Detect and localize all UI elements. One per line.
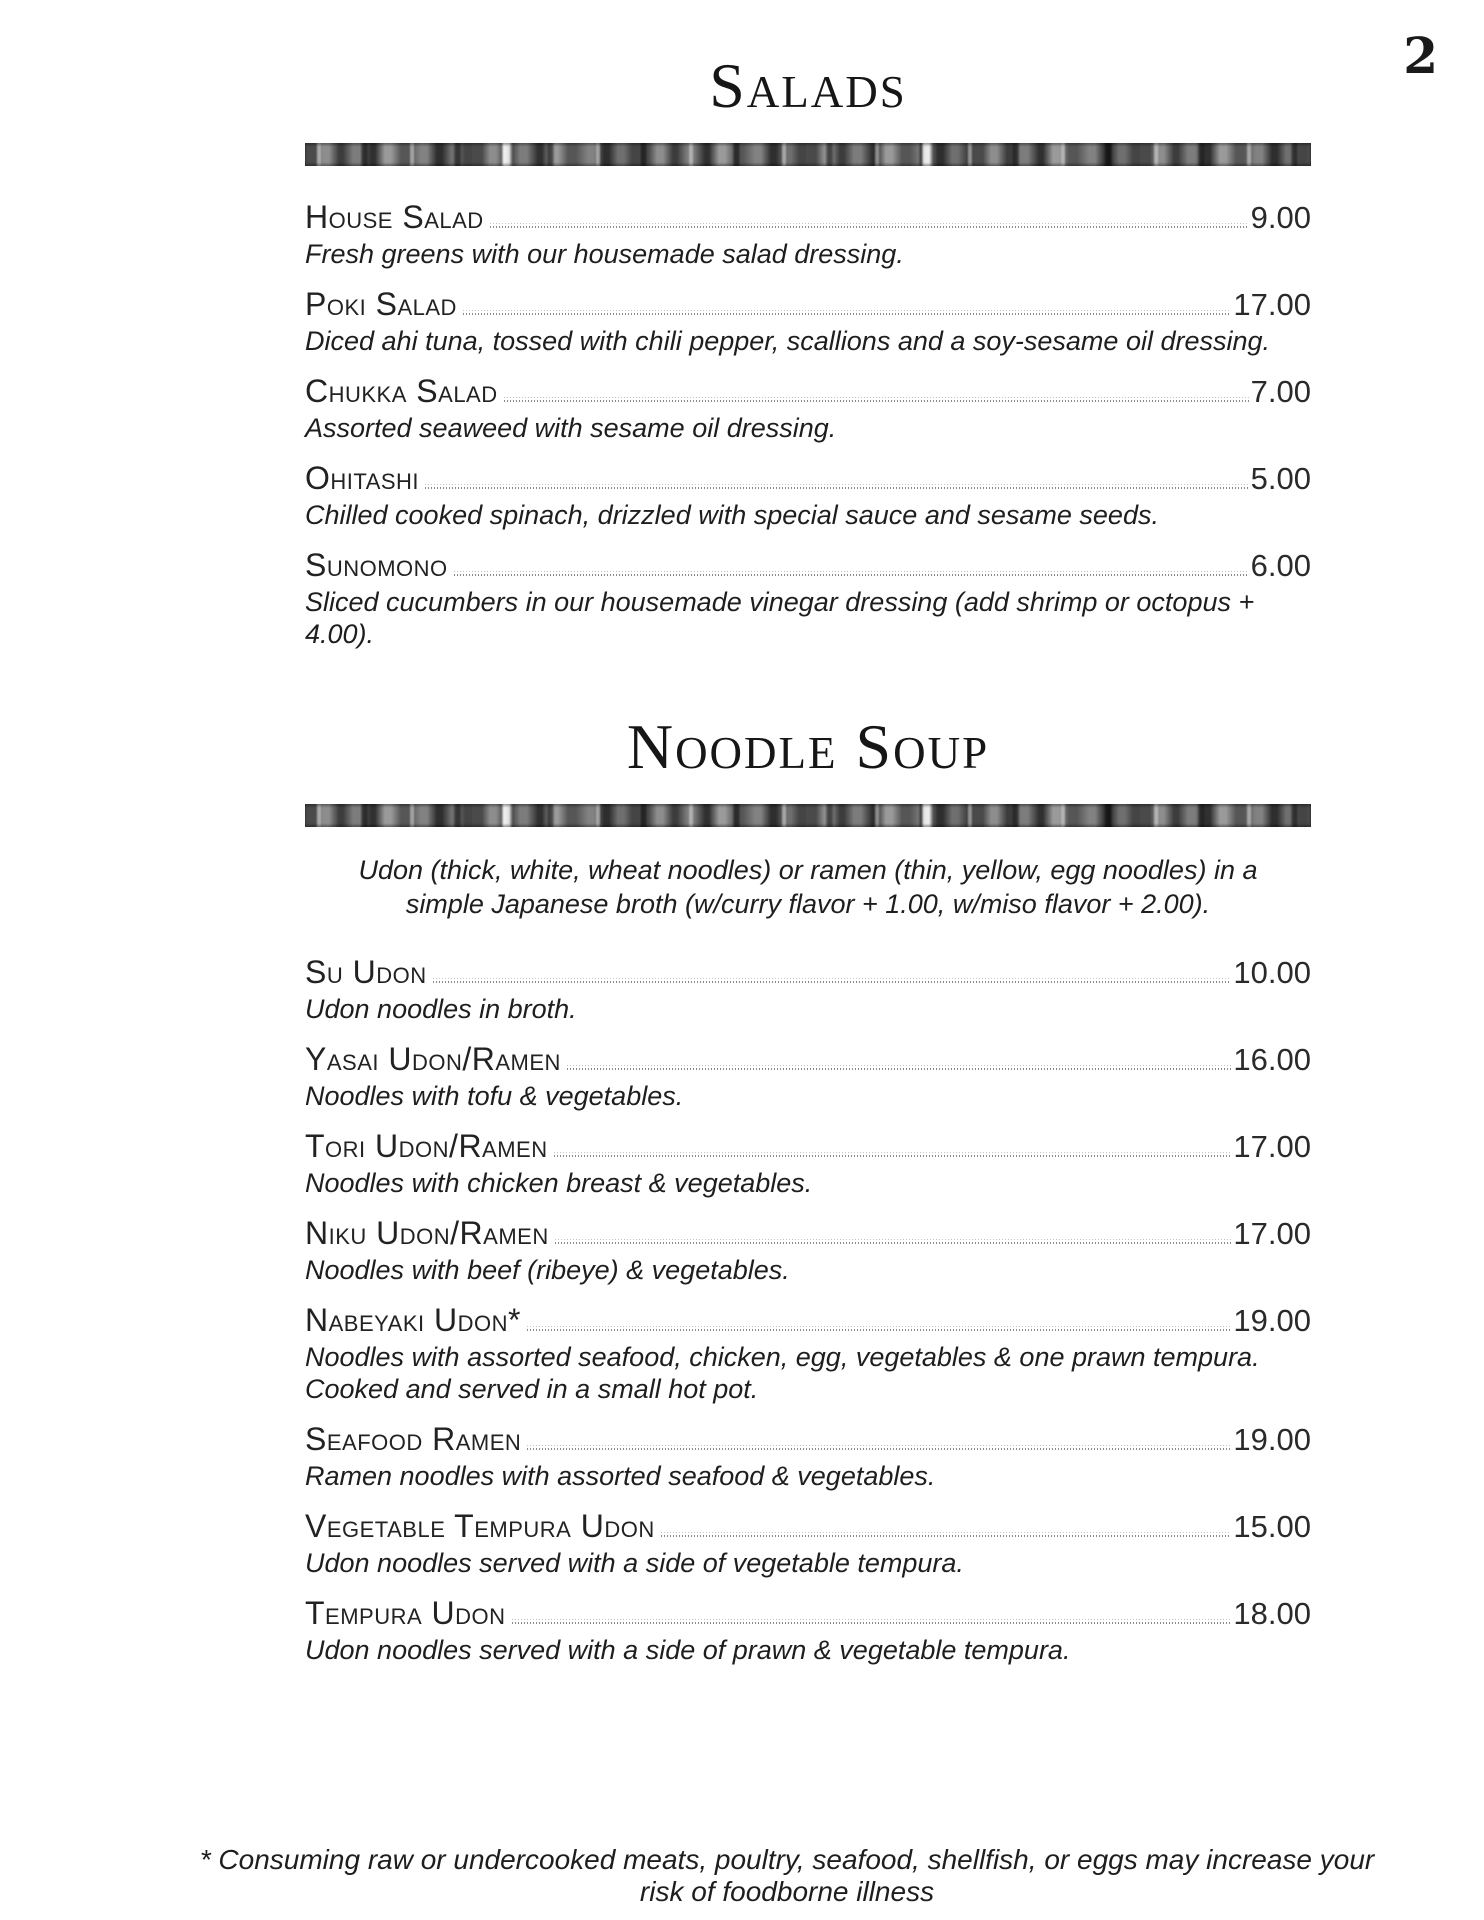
item-name: Chukka Salad bbox=[305, 373, 498, 410]
item-price: 19.00 bbox=[1233, 1303, 1311, 1339]
menu-item bbox=[305, 374, 1311, 444]
section-title-noodle-soup: Noodle Soup bbox=[626, 711, 990, 783]
item-price: 17.00 bbox=[1233, 1129, 1311, 1165]
section-intro-line: simple Japanese broth (w/curry flavor + 1.00, w/miso flavor + 2.00). bbox=[405, 889, 1211, 920]
item-name: Vegetable Tempura Udon bbox=[305, 1508, 655, 1545]
item-price: 19.00 bbox=[1233, 1422, 1311, 1458]
item-row bbox=[305, 461, 1311, 496]
section-intro-line: Udon (thick, white, wheat noodles) or ramen (thin, yellow, egg noodles) in a bbox=[358, 855, 1258, 886]
item-price: 18.00 bbox=[1233, 1596, 1311, 1632]
noodle-soup-items bbox=[305, 955, 1311, 1666]
item-description-line2: Cooked and served in a small hot pot. bbox=[305, 1374, 759, 1405]
dotted-leader bbox=[504, 397, 1249, 402]
item-description: Udon noodles in broth. bbox=[305, 994, 577, 1025]
item-name: Tempura Udon bbox=[305, 1595, 506, 1632]
item-price: 7.00 bbox=[1250, 374, 1311, 410]
bamboo-divider bbox=[305, 143, 1311, 166]
salads-items bbox=[305, 200, 1311, 650]
menu bbox=[305, 0, 1311, 1666]
dotted-leader bbox=[490, 223, 1249, 228]
bamboo-divider bbox=[305, 804, 1311, 827]
item-name: Nabeyaki Udon* bbox=[305, 1302, 521, 1339]
item-row bbox=[305, 1216, 1311, 1251]
item-description: Udon noodles served with a side of prawn & vegetable tempura. bbox=[305, 1635, 1071, 1666]
menu-item bbox=[305, 1596, 1311, 1666]
dotted-leader bbox=[433, 978, 1232, 983]
item-price: 5.00 bbox=[1250, 461, 1311, 497]
item-row bbox=[305, 548, 1311, 583]
dotted-leader bbox=[555, 1239, 1232, 1244]
item-description: Fresh greens with our housemade salad dressing. bbox=[305, 239, 904, 270]
item-description: Noodles with chicken breast & vegetables. bbox=[305, 1168, 813, 1199]
section-title-salads: Salads bbox=[709, 50, 907, 121]
item-description: Diced ahi tuna, tossed with chili pepper, scallions and a soy-sesame oil dressing. bbox=[305, 326, 1271, 357]
dotted-leader bbox=[567, 1065, 1231, 1070]
item-price: 6.00 bbox=[1250, 548, 1311, 584]
menu-item bbox=[305, 1422, 1311, 1492]
item-name: Poki Salad bbox=[305, 286, 457, 323]
dotted-leader bbox=[661, 1532, 1232, 1537]
dotted-leader bbox=[527, 1326, 1231, 1331]
item-name: Su Udon bbox=[305, 954, 427, 991]
item-description: Sliced cucumbers in our housemade vinegar dressing (add shrimp or octopus + 4.00). bbox=[305, 587, 1255, 650]
item-price: 17.00 bbox=[1233, 1216, 1311, 1252]
menu-item bbox=[305, 548, 1311, 650]
item-description: Assorted seaweed with sesame oil dressing. bbox=[305, 413, 837, 444]
item-name: Sunomono bbox=[305, 547, 448, 584]
item-row bbox=[305, 1422, 1311, 1457]
menu-item bbox=[305, 1216, 1311, 1286]
menu-item bbox=[305, 955, 1311, 1025]
menu-item bbox=[305, 1509, 1311, 1579]
item-price: 17.00 bbox=[1233, 287, 1311, 323]
dotted-leader bbox=[527, 1445, 1231, 1450]
item-description: Ramen noodles with assorted seafood & vegetables. bbox=[305, 1461, 936, 1492]
dotted-leader bbox=[454, 571, 1249, 576]
page-number: 2 bbox=[1403, 26, 1438, 85]
menu-item bbox=[305, 461, 1311, 531]
dotted-leader bbox=[512, 1619, 1232, 1624]
item-name: Tori Udon/Ramen bbox=[305, 1128, 548, 1165]
dotted-leader bbox=[554, 1152, 1232, 1157]
item-row bbox=[305, 1129, 1311, 1164]
item-description: Udon noodles served with a side of vegetable tempura. bbox=[305, 1548, 964, 1579]
menu-item bbox=[305, 287, 1311, 357]
item-description: Noodles with tofu & vegetables. bbox=[305, 1081, 684, 1112]
item-description: Noodles with beef (ribeye) & vegetables. bbox=[305, 1255, 790, 1286]
item-row bbox=[305, 287, 1311, 322]
menu-item bbox=[305, 1303, 1311, 1405]
footer-disclaimer: * Consuming raw or undercooked meats, poultry, seafood, shellfish, or eggs may increase your risk of foodborne illness bbox=[199, 1844, 1375, 1907]
item-row bbox=[305, 1042, 1311, 1077]
menu-item bbox=[305, 200, 1311, 270]
item-description: Chilled cooked spinach, drizzled with special sauce and sesame seeds. bbox=[305, 500, 1159, 531]
item-name: Yasai Udon/Ramen bbox=[305, 1041, 561, 1078]
item-name: Niku Udon/Ramen bbox=[305, 1215, 549, 1252]
item-name: Seafood Ramen bbox=[305, 1421, 522, 1458]
item-price: 9.00 bbox=[1250, 200, 1311, 236]
item-row bbox=[305, 200, 1311, 235]
menu-item bbox=[305, 1042, 1311, 1112]
item-price: 15.00 bbox=[1233, 1509, 1311, 1545]
section-intro bbox=[305, 853, 1311, 921]
dotted-leader bbox=[463, 310, 1231, 315]
item-price: 10.00 bbox=[1233, 955, 1311, 991]
item-name: Ohitashi bbox=[305, 460, 420, 497]
item-row bbox=[305, 955, 1311, 990]
item-row bbox=[305, 1509, 1311, 1544]
item-description: Noodles with assorted seafood, chicken, egg, vegetables & one prawn tempura. bbox=[305, 1342, 1260, 1373]
item-row bbox=[305, 1596, 1311, 1631]
dotted-leader bbox=[425, 484, 1249, 489]
item-row bbox=[305, 374, 1311, 409]
item-row bbox=[305, 1303, 1311, 1338]
item-price: 16.00 bbox=[1233, 1042, 1311, 1078]
menu-item bbox=[305, 1129, 1311, 1199]
item-name: House Salad bbox=[305, 199, 484, 236]
